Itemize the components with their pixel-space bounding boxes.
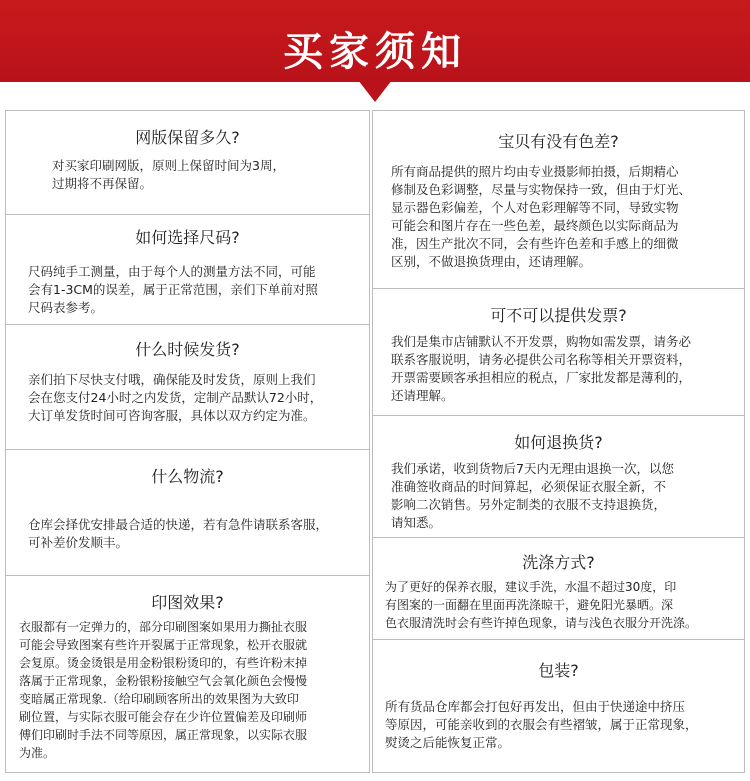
section-title: 包装? [538, 661, 579, 680]
text-line: 衣服都有一定弹力的，部分印刷图案如果用力撕扯衣服 [19, 620, 308, 634]
text-line: 所有货品仓库都会打包好再发出，但由于快递途中挤压 [385, 699, 686, 714]
faq-section-shipping-time [6, 324, 369, 449]
faq-section-washing [373, 537, 744, 639]
text-line: 所有商品提供的照片均由专业摄影师拍摄，后期精心 [391, 164, 679, 179]
text-line: 等原因，可能亲收到的衣服会有些褶皱，属于正常现象， [385, 717, 698, 732]
text-line: 会复原。烫金烫银是用金粉银粉烫印的，有些许粉末掉 [19, 656, 308, 670]
text-line: 仓库会择优安排最合适的快递，若有急件请联系客服， [28, 517, 329, 532]
text-line: 亲们拍下尽快支付哦，确保能及时发货，原则上我们 [28, 372, 316, 387]
faq-section-size [6, 214, 369, 324]
text-line: 准，因生产批次不同，会有些许色差和手感上的细微 [391, 236, 679, 251]
section-title: 什么物流? [151, 467, 224, 486]
header-banner [0, 0, 750, 105]
text-line: 刷位置，与实际衣服可能会存在少许位置偏差及印刷师 [19, 710, 308, 724]
text-line: 色衣服清洗时会有些许掉色现象，请与浅色衣服分开洗涤。 [385, 616, 698, 630]
text-line: 尺码纯手工测量，由于每个人的测量方法不同，可能 [28, 264, 316, 279]
section-title: 网版保留多久? [135, 128, 240, 147]
text-line: 过期将不再保留。 [52, 176, 153, 191]
page-title: 买家须知 [283, 28, 467, 75]
section-title: 洗涤方式? [522, 553, 595, 572]
text-line: 傅们印刷时手法不同等原因，属正常现象，以实际衣服 [19, 728, 308, 742]
text-line: 为了更好的保养衣服，建议手洗，水温不超过30度，印 [385, 580, 677, 594]
faq-section-packaging [373, 639, 744, 774]
section-text [391, 460, 674, 532]
section-text [19, 618, 307, 762]
section-title: 什么时候发货? [135, 340, 240, 359]
text-line: 为准。 [19, 746, 56, 760]
text-line: 修制及色彩调整，尽量与实物保持一致，但由于灯光、 [391, 182, 692, 197]
text-line: 熨烫之后能恢复正常。 [385, 735, 511, 750]
section-text [391, 333, 691, 405]
section-text [385, 698, 698, 752]
text-line: 显示器色彩偏差，个人对色彩理解等不同，导致实物 [391, 200, 679, 215]
text-line: 变暗属正常现象.（给印刷顾客所出的效果图为大致印 [19, 692, 299, 706]
text-line: 可补差价发顺丰。 [28, 535, 129, 550]
text-line: 开票需要顾客承担相应的税点，厂家批发都是薄利的， [391, 370, 692, 385]
text-line: 联系客服说明，请务必提供公司名称等相关开票资料， [391, 352, 692, 367]
section-title: 宝贝有没有色差? [498, 132, 619, 151]
text-line: 影响二次销售。另外定制类的衣服不支持退换货， [391, 497, 667, 512]
text-line: 我们承诺，收到货物后7天内无理由退换一次，以您 [391, 461, 674, 476]
right-column [372, 110, 745, 773]
faq-section-invoice [373, 288, 744, 415]
section-text [52, 157, 285, 193]
section-text [28, 516, 328, 552]
faq-section-logistics [6, 449, 369, 575]
faq-section-plate-retention [6, 111, 369, 214]
text-line: 准确签收商品的时间算起，必须保证衣服全新，不 [391, 479, 667, 494]
section-text [28, 263, 318, 317]
text-line: 可能会导致图案有些许开裂属于正常现象，松开衣服就 [19, 638, 308, 652]
text-line: 可能会和图片存在一些色差，最终颜色以实际商品为 [391, 218, 679, 233]
section-title: 如何退换货? [514, 433, 603, 452]
text-line: 请知悉。 [391, 515, 442, 530]
section-title: 可不可以提供发票? [490, 306, 627, 325]
text-line: 会在您支付24小时之内发货，定制产品默认72小时， [28, 390, 323, 405]
text-line: 有图案的一面翻在里面再洗涤晾干，避免阳光暴晒。深 [385, 598, 674, 612]
left-column [5, 110, 370, 773]
section-title: 如何选择尺码? [135, 228, 240, 247]
section-title: 印图效果? [151, 593, 224, 612]
section-text [391, 163, 691, 271]
faq-section-returns [373, 415, 744, 537]
section-text [28, 371, 322, 425]
faq-section-print-effect [6, 575, 369, 774]
text-line: 区别，不做退换货理由，还请理解。 [391, 254, 592, 269]
text-line: 尺码表参考。 [28, 300, 104, 315]
text-line: 落属于正常现象，金粉银粉接触空气会氧化颜色会慢慢 [19, 674, 308, 688]
text-line: 大订单发货时间可咨询客服，具体以双方约定为准。 [28, 408, 316, 423]
text-line: 还请理解。 [391, 388, 454, 403]
text-line: 会有1-3CM的误差，属于正常范围，亲们下单前对照 [28, 282, 318, 297]
text-line: 对买家印刷网版，原则上保留时间为3周， [52, 158, 285, 173]
banner-pointer [358, 80, 392, 102]
text-line: 我们是集市店铺默认不开发票，购物如需发票，请务必 [391, 334, 692, 349]
faq-section-color-difference [373, 111, 744, 288]
section-text [385, 578, 697, 632]
